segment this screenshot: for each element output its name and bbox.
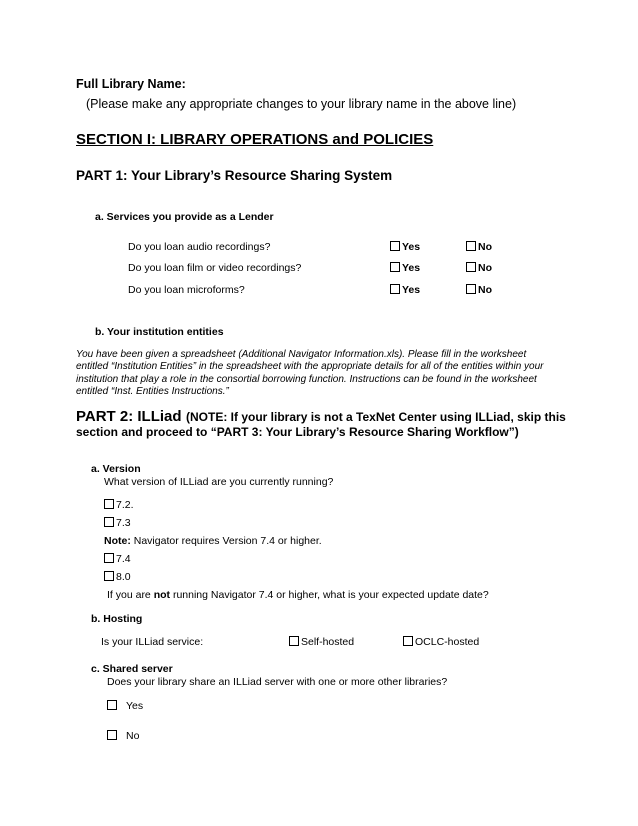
version-option-8-0[interactable]: 8.0 [104, 571, 131, 583]
question-audio: Do you loan audio recordings? [128, 241, 271, 253]
checkbox[interactable] [390, 284, 400, 294]
checkbox[interactable] [403, 636, 413, 646]
full-library-name-label: Full Library Name: [76, 77, 186, 91]
checkbox[interactable] [107, 730, 117, 740]
checkbox[interactable] [104, 499, 114, 509]
film-no-option[interactable]: No [466, 262, 492, 274]
version-option-7-3[interactable]: 7.3 [104, 517, 131, 529]
shared-no-option[interactable]: No [107, 730, 139, 742]
shared-server-heading: c. Shared server [91, 663, 173, 675]
microforms-yes-option[interactable]: Yes [390, 284, 420, 296]
version-question: What version of ILLiad are you currently running? [104, 476, 334, 488]
audio-yes-option[interactable]: Yes [390, 241, 420, 253]
checkbox[interactable] [289, 636, 299, 646]
shared-server-question: Does your library share an ILLiad server with one or more other libraries? [107, 676, 448, 688]
self-hosted-option[interactable]: Self-hosted [289, 636, 354, 648]
version-heading: a. Version [91, 463, 141, 475]
checkbox[interactable] [107, 700, 117, 710]
audio-no-option[interactable]: No [466, 241, 492, 253]
hosting-heading: b. Hosting [91, 613, 143, 625]
version-note: Note: Navigator requires Version 7.4 or higher. [104, 535, 322, 547]
oclc-hosted-option[interactable]: OCLC-hosted [403, 636, 479, 648]
checkbox[interactable] [466, 262, 476, 272]
hosting-question: Is your ILLiad service: [101, 636, 204, 648]
institution-entities-paragraph: You have been given a spreadsheet (Additional Navigator Information.xls). Please fill in the worksheet entitled “Institution Entities” in the spreadsheet with the appropriate details for all of the entities within your institution that play a role in the consortial borrowing function. Instructions can be found in the worksheet entitled “Inst. Entities Instructions.” [76, 349, 544, 398]
library-name-note: (Please make any appropriate changes to your library name in the above line) [86, 97, 517, 111]
film-yes-option[interactable]: Yes [390, 262, 420, 274]
checkbox[interactable] [104, 571, 114, 581]
microforms-no-option[interactable]: No [466, 284, 492, 296]
part-2-note-continued: section and proceed to “PART 3: Your Library’s Resource Sharing Workflow”) [76, 425, 519, 439]
part-2-title: PART 2: ILLiad (NOTE: If your library is not a TexNet Center using ILLiad, skip this [76, 408, 566, 425]
section-1-title: SECTION I: LIBRARY OPERATIONS and POLICIES [76, 131, 434, 148]
version-option-7-4[interactable]: 7.4 [104, 553, 131, 565]
services-lender-heading: a. Services you provide as a Lender [95, 211, 274, 223]
checkbox[interactable] [104, 553, 114, 563]
checkbox[interactable] [104, 517, 114, 527]
checkbox[interactable] [466, 284, 476, 294]
part-1-title: PART 1: Your Library’s Resource Sharing System [76, 168, 393, 183]
shared-yes-option[interactable]: Yes [107, 700, 143, 712]
checkbox[interactable] [466, 241, 476, 251]
institution-entities-heading: b. Your institution entities [95, 326, 224, 338]
version-followup-question: If you are not running Navigator 7.4 or higher, what is your expected update date? [107, 589, 489, 601]
question-film-video: Do you loan film or video recordings? [128, 262, 302, 274]
question-microforms: Do you loan microforms? [128, 284, 245, 296]
checkbox[interactable] [390, 241, 400, 251]
version-option-7-2[interactable]: 7.2. [104, 499, 134, 511]
checkbox[interactable] [390, 262, 400, 272]
